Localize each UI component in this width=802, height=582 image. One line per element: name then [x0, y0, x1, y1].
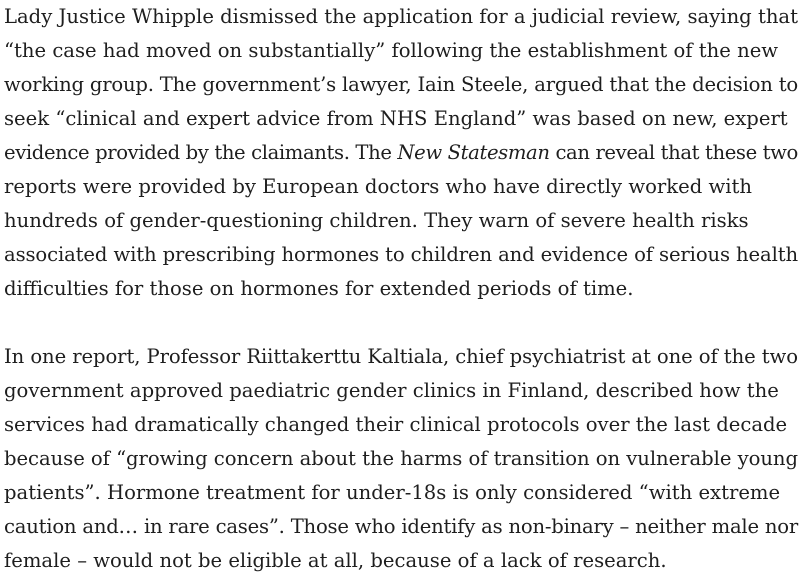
text-line: “the case had moved on substantially” following the establishment of the new	[4, 39, 779, 62]
text-line: government approved paediatric gender clinics in Finland, described how the	[4, 379, 779, 402]
text-line: difficulties for those on hormones for extended periods of time.	[4, 277, 634, 300]
text-line: working group. The government’s lawyer, Iain Steele, argued that the decision to	[4, 73, 798, 96]
text-line: associated with prescribing hormones to children and evidence of serious health	[4, 243, 798, 266]
article-body	[4, 0, 800, 578]
text-line: seek “clinical and expert advice from NHS England” was based on new, expert	[4, 107, 788, 130]
text-line: In one report, Professor Riittakerttu Kaltiala, chief psychiatrist at one of the two	[4, 345, 798, 368]
text-segment: can reveal that these two	[549, 141, 798, 164]
publication-name: New Statesman	[397, 141, 550, 164]
text-line: hundreds of gender-questioning children. They warn of severe health risks	[4, 209, 749, 232]
text-line: Lady Justice Whipple dismissed the application for a judicial review, saying that	[4, 5, 798, 28]
text-line: patients”. Hormone treatment for under-18s is only considered “with extreme	[4, 481, 781, 504]
text-line: because of “growing concern about the harms of transition on vulnerable young	[4, 447, 799, 470]
text-line: female – would not be eligible at all, because of a lack of research.	[4, 549, 667, 572]
text-line: reports were provided by European doctors who have directly worked with	[4, 175, 753, 198]
text-line: caution and… in rare cases”. Those who identify as non-binary – neither male nor	[4, 515, 799, 538]
text-line: services had dramatically changed their clinical protocols over the last decade	[4, 413, 788, 436]
text-line	[4, 136, 800, 170]
paragraph-finnish-report	[4, 340, 800, 578]
paragraph-judicial-review	[4, 0, 800, 306]
text-segment: evidence provided by the claimants. The	[4, 141, 398, 164]
